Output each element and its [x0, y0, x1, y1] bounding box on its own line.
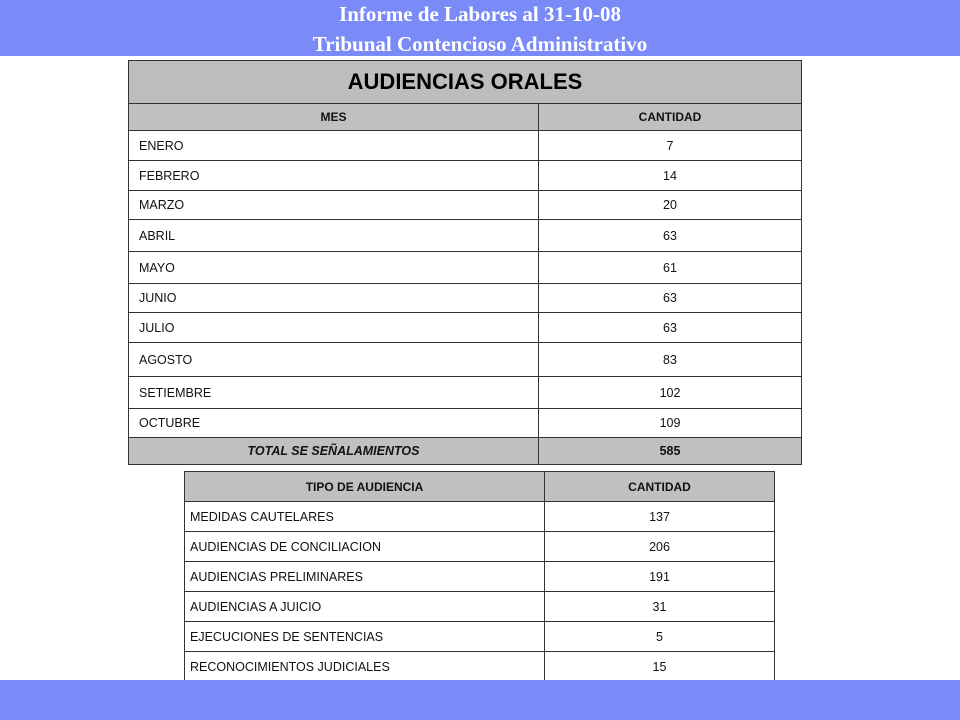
hearing-type-cell: AUDIENCIAS DE CONCILIACION	[185, 532, 545, 562]
month-cell: JUNIO	[129, 284, 539, 313]
hearing-type-cell: AUDIENCIAS A JUICIO	[185, 592, 545, 622]
quantity-cell: 14	[539, 161, 802, 191]
quantity-cell: 5	[545, 622, 775, 652]
quantity-cell: 31	[545, 592, 775, 622]
month-cell: FEBRERO	[129, 161, 539, 191]
table-row	[129, 191, 802, 220]
month-cell: SETIEMBRE	[129, 377, 539, 409]
table-row	[129, 343, 802, 377]
table-row	[129, 284, 802, 313]
table-row	[185, 652, 775, 682]
table-title: AUDIENCIAS ORALES	[129, 61, 802, 104]
total-label: TOTAL SE SEÑALAMIENTOS	[129, 438, 539, 465]
month-cell: ABRIL	[129, 220, 539, 252]
column-header-cantidad: CANTIDAD	[539, 104, 802, 131]
hearing-type-cell: MEDIDAS CAUTELARES	[185, 502, 545, 532]
quantity-cell: 61	[539, 252, 802, 284]
table-row	[129, 220, 802, 252]
hearing-type-cell: AUDIENCIAS PRELIMINARES	[185, 562, 545, 592]
quantity-cell: 20	[539, 191, 802, 220]
total-value: 585	[539, 438, 802, 465]
page-title	[0, 0, 960, 59]
table-row	[129, 252, 802, 284]
quantity-cell: 83	[539, 343, 802, 377]
month-cell: AGOSTO	[129, 343, 539, 377]
hearing-type-cell: EJECUCIONES DE SENTENCIAS	[185, 622, 545, 652]
total-row	[129, 438, 802, 465]
quantity-cell: 102	[539, 377, 802, 409]
quantity-cell: 7	[539, 131, 802, 161]
hearing-type-cell: RECONOCIMIENTOS JUDICIALES	[185, 652, 545, 682]
table-row	[129, 409, 802, 438]
table-row	[129, 131, 802, 161]
quantity-cell: 206	[545, 532, 775, 562]
title-line-1: Informe de Labores al 31-10-08	[339, 2, 621, 26]
table-row	[129, 313, 802, 343]
quantity-cell: 63	[539, 284, 802, 313]
column-header-cantidad: CANTIDAD	[545, 472, 775, 502]
table-row	[185, 592, 775, 622]
footer-band	[0, 680, 960, 720]
quantity-cell: 63	[539, 220, 802, 252]
column-header-mes: MES	[129, 104, 539, 131]
table-row	[185, 502, 775, 532]
quantity-cell: 63	[539, 313, 802, 343]
table-row	[129, 377, 802, 409]
title-line-2: Tribunal Contencioso Administrativo	[312, 32, 648, 56]
quantity-cell: 15	[545, 652, 775, 682]
month-cell: MARZO	[129, 191, 539, 220]
month-cell: OCTUBRE	[129, 409, 539, 438]
table-row	[185, 532, 775, 562]
month-cell: JULIO	[129, 313, 539, 343]
month-cell: ENERO	[129, 131, 539, 161]
tipos-audiencia-table	[184, 471, 775, 682]
month-cell: MAYO	[129, 252, 539, 284]
table-row	[185, 562, 775, 592]
table-row	[185, 622, 775, 652]
audiencias-orales-table	[128, 60, 802, 465]
quantity-cell: 191	[545, 562, 775, 592]
table-row	[129, 161, 802, 191]
quantity-cell: 137	[545, 502, 775, 532]
column-header-tipo: TIPO DE AUDIENCIA	[185, 472, 545, 502]
quantity-cell: 109	[539, 409, 802, 438]
